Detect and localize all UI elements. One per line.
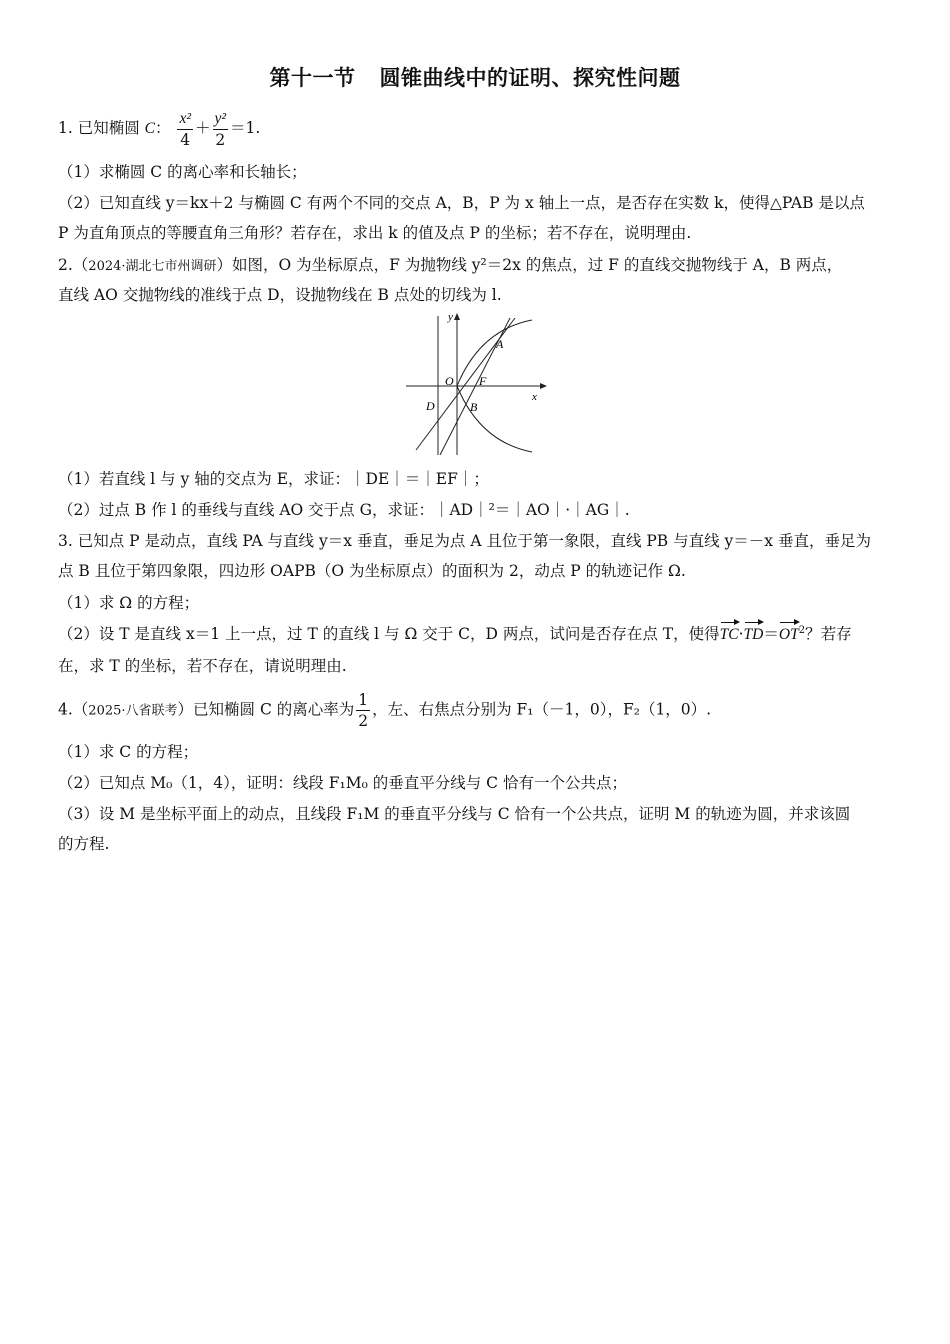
label-D: D [426,399,435,413]
y-axis-arrow [454,313,460,320]
page-title [0,62,950,92]
q4-stem: 4.（2025·八省联考）已知椭圆 C 的离心率为 $\frac{1}{2}$ ，左、右焦点分别为 F₁（－1，0），F₂（1，0）. [58,691,712,730]
q1-part2-line2: P 为直角顶点的等腰直角三角形？若存在，求出 k 的值及点 P 的坐标；若不存在，说明理由. [58,224,692,242]
section-title: 圆锥曲线中的证明、探究性问题 [379,66,681,90]
section-number: 第十一节 [269,66,356,90]
fraction-y2-over-2: $\frac{\text{y²}}{2}$ [214,110,227,149]
q2-part1: （1）若直线 l 与 y 轴的交点为 E，求证：｜DE｜＝｜EF｜； [58,470,489,488]
x-axis-arrow [540,383,547,389]
q2-stem-line2: 直线 AO 交抛物线的准线于点 D，设抛物线在 B 点处的切线为 l. [58,286,502,304]
q4-part1: （1）求 C 的方程； [58,743,199,761]
label-F: F [479,374,487,388]
q2-stem-line1: 2.（2024·湖北七市州调研）如图，O 为坐标原点，F 为抛物线 y²＝2x 的焦点，过 F 的直线交抛物线于 A，B 两点， [58,256,843,274]
q3-part2-line2: 在，求 T 的坐标，若不存在，请说明理由. [58,657,347,675]
q4-source: 2025·八省联考 [88,703,178,719]
q4-part3-line2: 的方程. [58,835,110,853]
label-A: A [496,337,504,351]
q1-stem: 1. 已知椭圆 C： $\frac{\text{x²}}{4}$ ＋ $\frac{\text{y²}}{2}$ ＝1. [58,110,261,149]
label-x: x [532,391,537,403]
q3-part1: （1）求 Ω 的方程； [58,594,200,612]
q1-part2-line1: （2）已知直线 y＝kx＋2 与椭圆 C 有两个不同的交点 A，B，P 为 x 轴上一点，是否存在实数 k，使得△PAB 是以点 [58,194,865,212]
vector-TC: TC [719,626,739,643]
q4-part3-line1: （3）设 M 是坐标平面上的动点，且线段 F₁M 的垂直平分线与 C 恰有一个公共点，证明 M 的轨迹为圆，并求该圆 [58,805,851,823]
vector-OT: OT [778,626,799,643]
parabola-figure [400,310,550,460]
q2-source: 2024·湖北七市州调研 [88,259,217,274]
fraction-x2-over-4: $\frac{\text{x²}}{4}$ [179,110,191,149]
label-O: O [445,374,454,388]
q4-part2: （2）已知点 M₀（1，4），证明：线段 F₁M₀ 的垂直平分线与 C 恰有一个公共点； [58,774,627,792]
vector-TD: TD [743,626,764,643]
q3-stem-line2: 点 B 且位于第四象限，四边形 OAPB（O 为坐标原点）的面积为 2，动点 P 的轨迹记作 Ω. [58,562,686,580]
q2-part2: （2）过点 B 作 l 的垂线与直线 AO 交于点 G，求证：｜AD｜²＝｜AO｜·｜AG｜. [58,501,630,519]
q3-stem-line1: 3. 已知点 P 是动点，直线 PA 与直线 y＝x 垂直，垂足为点 A 且位于第一象限，直线 PB 与直线 y＝－x 垂直，垂足为 [58,532,871,550]
fraction-one-half: $\frac{1}{2}$ [358,691,369,730]
label-B: B [470,400,478,414]
label-y: y [448,311,453,323]
q1-part1: （1）求椭圆 C 的离心率和长轴长； [58,163,307,181]
q3-part2-line1: （2）设 T 是直线 x＝1 上一点，过 T 的直线 l 与 Ω 交于 C，D 两点，试问是否存在点 T，使得$TC\cdot TD=OT^2$？若存 [58,624,852,643]
